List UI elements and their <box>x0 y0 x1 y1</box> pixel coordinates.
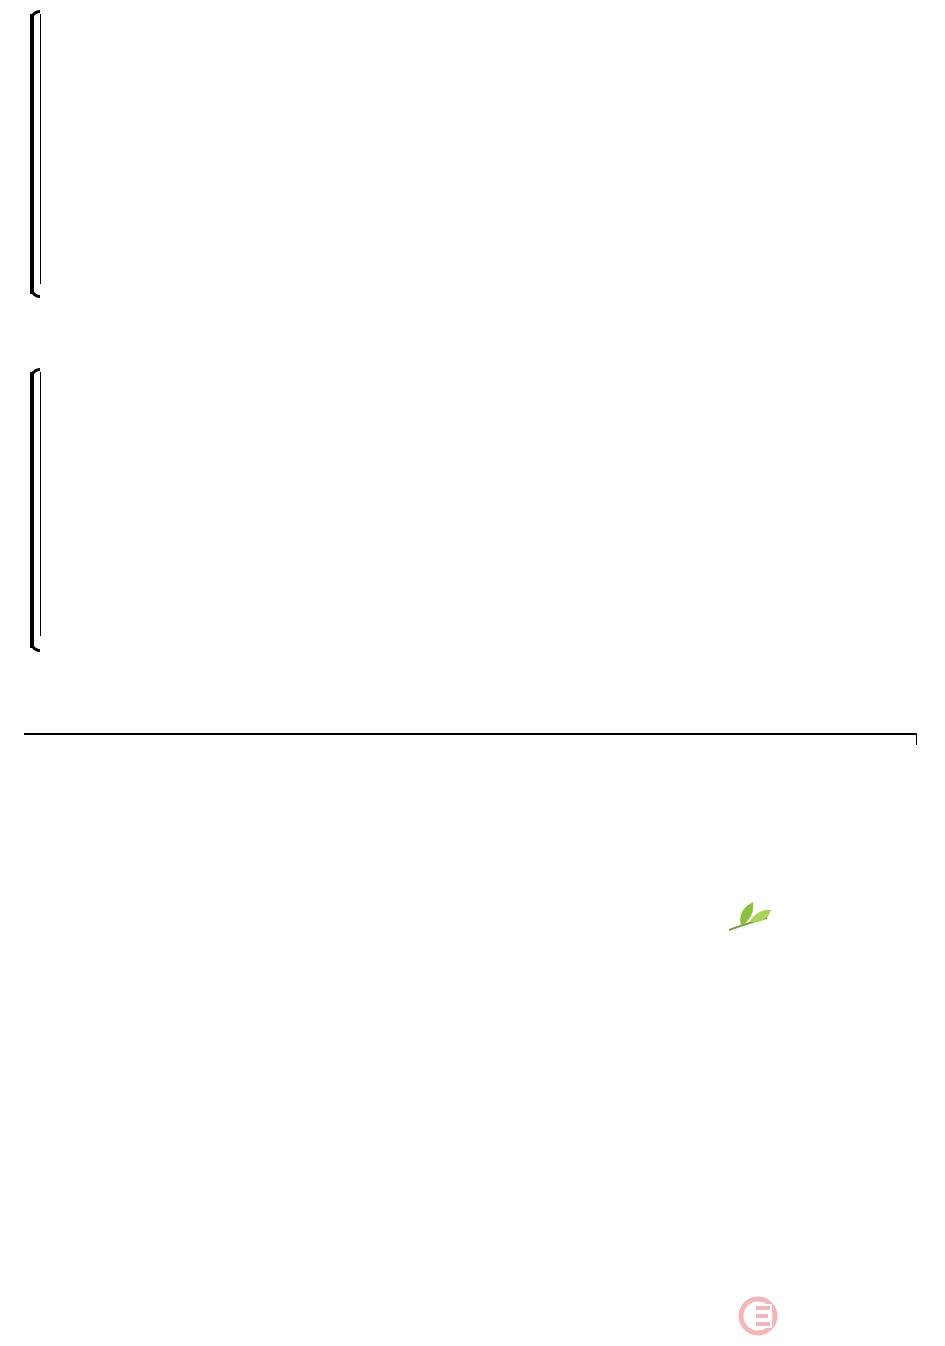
staff-top-line <box>24 733 917 735</box>
watermark-logo-icon <box>738 1294 778 1338</box>
leaf-icon <box>727 900 773 932</box>
system-brace <box>22 372 36 648</box>
system-brace <box>22 14 36 294</box>
